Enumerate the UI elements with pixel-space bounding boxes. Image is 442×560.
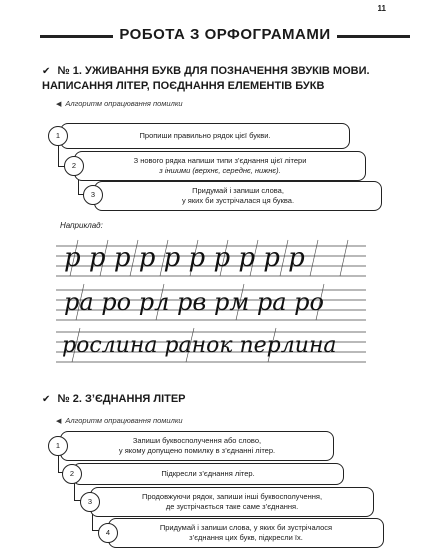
s1-step-3-number: 3 (83, 185, 103, 205)
s2-step-4-text-1: Придумай і запиши слова, у яких би зустрічалося (159, 523, 333, 532)
s2-step-1-box (60, 431, 334, 461)
s1-step-3-text-1: Придумай і запиши слова, (192, 186, 284, 195)
page-title: РОБОТА З ОРФОГРАМАМИ (113, 26, 336, 43)
handwriting-row-3: рослина ранок перлина (62, 333, 337, 358)
checkmark-icon: ✔ (42, 394, 51, 405)
handwriting-lines (56, 232, 366, 374)
s2-step-3-number: 3 (80, 492, 100, 512)
section2-heading-text: № 2. З’ЄДНАННЯ ЛІТЕР (57, 393, 186, 405)
s2-step-1-number: 1 (48, 436, 68, 456)
page-title-banner (40, 24, 410, 48)
section1-heading-line1: № 1. УЖИВАННЯ БУКВ ДЛЯ ПОЗНАЧЕННЯ ЗВУКІВ МОВИ. (57, 65, 370, 77)
s2-step-4-box (108, 518, 384, 548)
s1-step-3-text-2: у яких би зустрічалася ця буква. (181, 196, 295, 205)
section1-heading (42, 64, 370, 79)
s2-step-1-text-1: Запиши буквосполучення або слово, (132, 436, 262, 445)
s1-step-3-box (94, 181, 382, 211)
example-label: Наприклад: (60, 221, 103, 230)
s2-step-1-text-2: у якому допущено помилку в з’єднанні літер. (118, 446, 276, 455)
s1-step-2-text-2: з іншими (верхнє, середнє, нижнє). (159, 166, 281, 175)
s2-step-4-text-2: з’єднання цих букв, підкресли їх. (189, 533, 303, 542)
section2-algorithm-label (56, 416, 183, 425)
section1-algorithm-label (56, 99, 183, 108)
s1-step-2-text-1: З нового рядка напиши типи з’єднання цієї літери (133, 156, 307, 165)
algorithm-label-text: Алгоритм опрацювання помилки (65, 99, 183, 108)
section2-heading (42, 392, 186, 407)
checkmark-icon: ✔ (42, 66, 51, 77)
handwriting-row-2: ра ро рл рв рм ра ро (64, 288, 324, 316)
s2-step-2-box (72, 463, 344, 485)
s2-step-3-text-1: Продовжуючи рядок, запиши інші буквосполучення, (141, 492, 323, 501)
s1-step-1-number: 1 (48, 126, 68, 146)
s2-step-3-box (90, 487, 374, 517)
s2-step-2-text: Підкресли з’єднання літер. (161, 469, 255, 478)
s1-step-2-box (74, 151, 366, 181)
s1-step-1-text: Пропиши правильно рядок цієї букви. (139, 131, 271, 140)
s1-step-2-number: 2 (64, 156, 84, 176)
page-number: 11 (377, 4, 386, 13)
handwriting-row-1: р р р р р р р р р р (64, 243, 305, 273)
s1-step-1-box (60, 123, 350, 149)
algorithm-label-text: Алгоритм опрацювання помилки (65, 416, 183, 425)
triangle-bullet-icon: ◀ (56, 101, 62, 108)
section1-heading-line2: НАПИСАННЯ ЛІТЕР, ПОЄДНАННЯ ЕЛЕМЕНТІВ БУКВ (42, 80, 325, 92)
s2-step-4-number: 4 (98, 523, 118, 543)
triangle-bullet-icon: ◀ (56, 418, 62, 425)
page-title-wrap (40, 26, 410, 43)
s2-step-2-number: 2 (62, 464, 82, 484)
s2-step-3-text-2: де зустрічається таке саме з’єднання. (165, 502, 299, 511)
